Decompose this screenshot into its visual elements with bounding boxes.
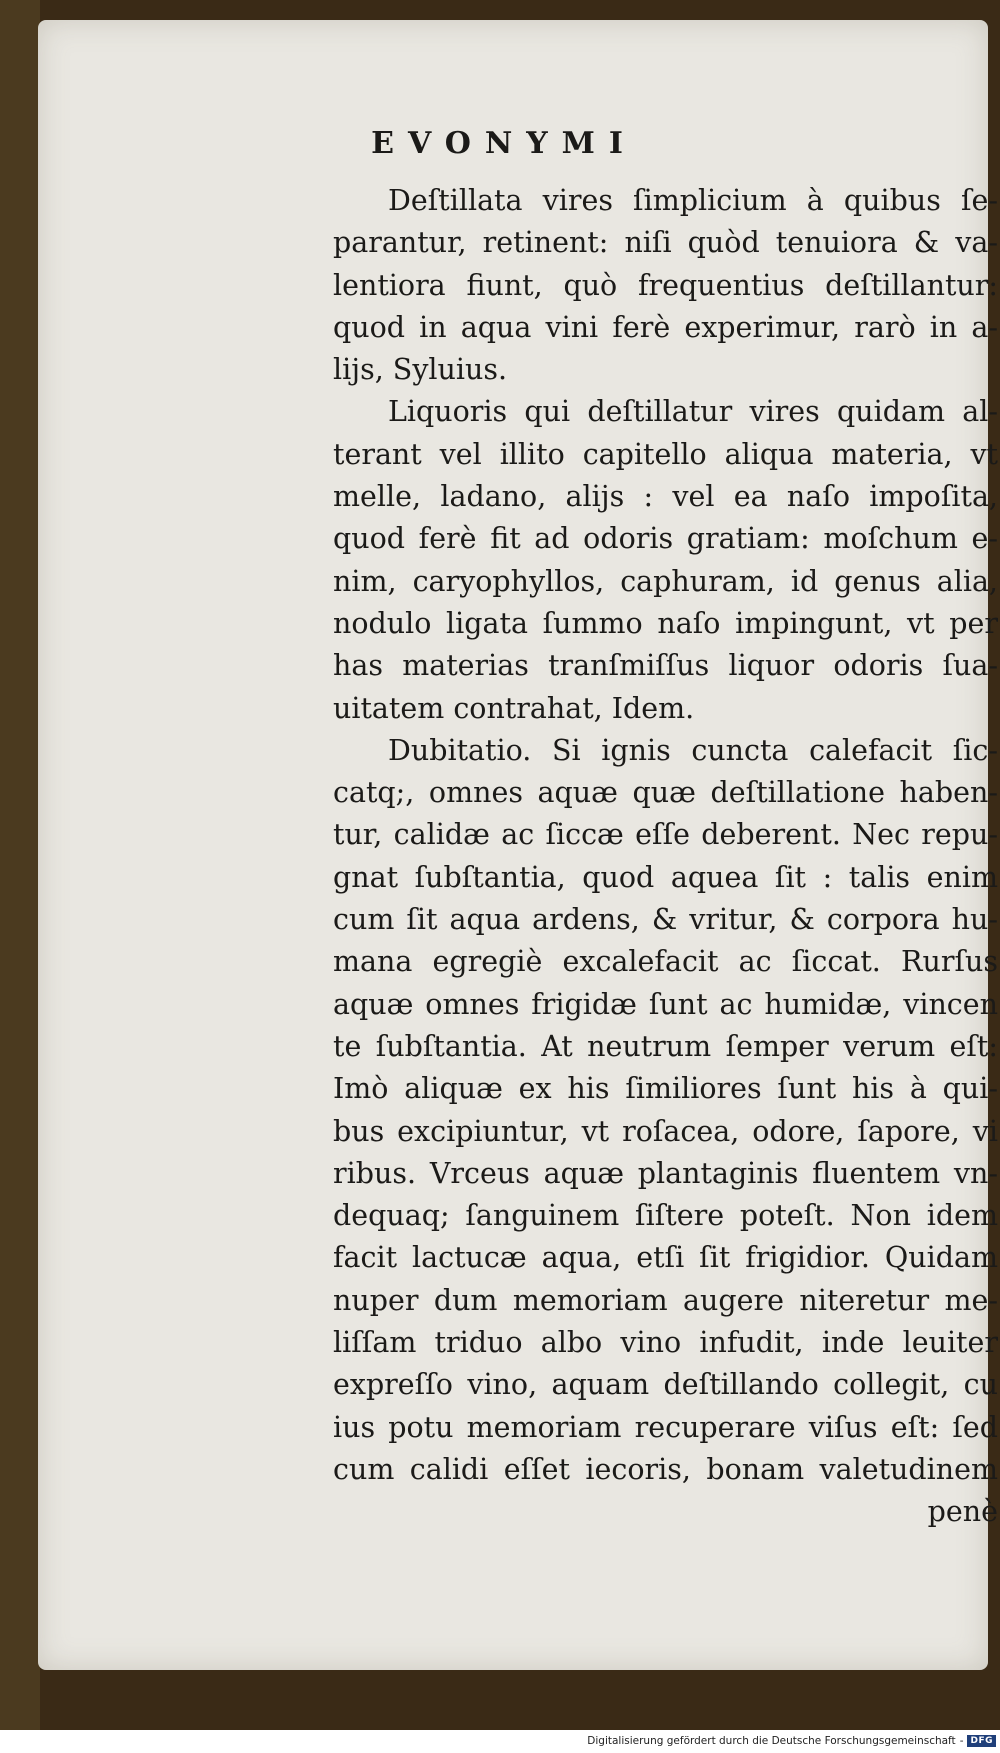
text-line: lijs, Syluius. <box>333 353 508 387</box>
text-line: gnat ſubſtantia, quod aquea ſit : talis enim <box>333 860 998 894</box>
digitization-credit <box>587 1731 1000 1751</box>
text-line: liſſam triduo albo vino infudit, inde leuiter <box>333 1326 998 1360</box>
separator: - <box>959 1735 964 1747</box>
text-line: Imò aliquæ ex his ſimiliores ſunt his à qui‑ <box>333 1072 998 1106</box>
text-line: parantur, retinent: niſi quòd tenuiora & va‑ <box>333 226 998 260</box>
text-line: nim, caryophyllos, caphuram, id genus alia, <box>333 564 998 598</box>
text-line: bus excipiuntur, vt roſacea, odore, ſapore, vi <box>333 1114 998 1148</box>
text-line: Dubitatio. Si ignis cuncta calefacit ſic‑ <box>388 733 998 767</box>
text-line: quod in aqua vini ferè experimur, rarò in a‑ <box>333 310 998 344</box>
book-page <box>38 20 998 1670</box>
body-text <box>333 180 998 1534</box>
text-line: nuper dum memoriam augere niteretur me‑ <box>333 1283 998 1317</box>
text-line: uitatem contrahat, Idem. <box>333 691 695 725</box>
text-line: nodulo ligata ſummo naſo impingunt, vt per <box>333 606 998 640</box>
text-line: terant vel illito capitello aliqua materia, vt <box>333 437 998 471</box>
text-line: te ſubſtantia. At neutrum ſemper verum eſt: <box>333 1029 998 1063</box>
text-line: mana egregiè excalefacit ac ſiccat. Rurſus <box>333 945 998 979</box>
text-line: quod ferè fit ad odoris gratiam: moſchum e‑ <box>333 522 998 556</box>
text-line: Deſtillata vires ſimplicium à quibus ſe‑ <box>388 184 998 217</box>
dfg-logo: DFG <box>967 1735 996 1747</box>
text-line: melle, ladano, alijs : vel ea naſo impoſita, <box>333 480 998 514</box>
text-line: dequaq; ſanguinem ſiſtere poteſt. Non idem <box>333 1199 998 1233</box>
text-line: Liquoris qui deſtillatur vires quidam al‑ <box>388 395 998 429</box>
text-line: facit lactucæ aqua, etſi ſit frigidior. Quidam <box>333 1241 998 1275</box>
text-line: has materias tranſmiſſus liquor odoris ſua‑ <box>333 649 998 683</box>
text-line: aquæ omnes frigidæ ſunt ac humidæ, vincen <box>333 987 998 1021</box>
text-line: tur, calidæ ac ſiccæ eſſe deberent. Nec repu‑ <box>333 818 998 852</box>
text-line: ius potu memoriam recuperare viſus eſt: ſed <box>333 1410 998 1444</box>
text-line: ribus. Vrceus aquæ plantaginis fluentem vn‑ <box>333 1156 998 1190</box>
text-line: catq;, omnes aquæ quæ deſtillatione haben‑ <box>333 776 998 810</box>
credit-text: Digitalisierung gefördert durch die Deutsche Forschungsgemeinschaft <box>587 1735 956 1747</box>
text-line: lentiora fiunt, quò frequentius deſtillantur: <box>333 268 998 302</box>
text-line: expreſſo vino, aquam deſtillando collegit, cu <box>333 1368 998 1402</box>
catchword: penè <box>927 1495 998 1529</box>
text-line: cum ſit aqua ardens, & vritur, & corpora hu- <box>333 903 998 937</box>
running-head: EVONYMI <box>371 126 637 161</box>
text-line: cum calidi eſſet iecoris, bonam valetudinem <box>333 1452 998 1486</box>
